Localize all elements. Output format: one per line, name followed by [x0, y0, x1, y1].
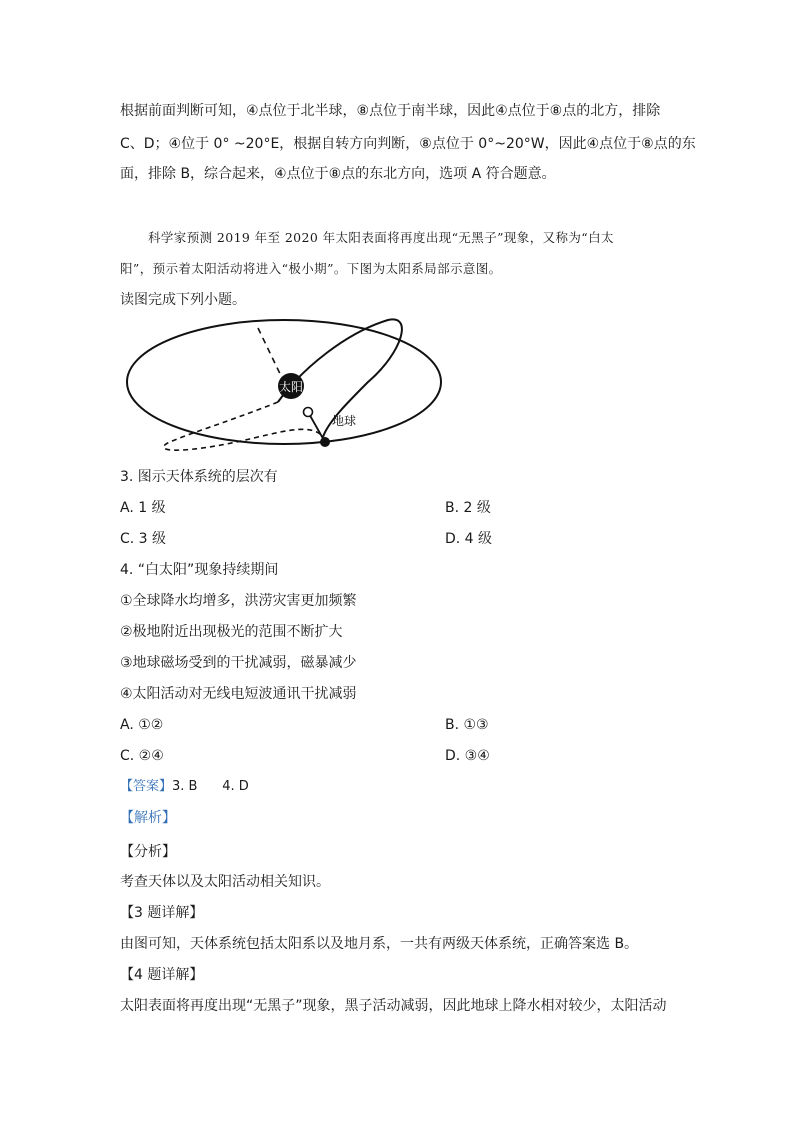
answer-row [120, 777, 249, 797]
q4-item-4: ④太阳活动对无线电短波通讯干扰减弱 [120, 686, 357, 702]
detail3-text: 由图可知，天体系统包括太阳系以及地月系，一共有两级天体系统，正确答案选 B。 [120, 936, 639, 952]
prev-analysis-line-2: C、D；④位于 0° ~20°E，根据自转方向判断，⑧点位于 0°~20°W，因此④点位于⑧点的东 [120, 136, 696, 152]
q3-option-b: B. 2 级 [445, 500, 491, 516]
q4-option-c: C. ②④ [120, 748, 164, 764]
material-line-1: 科学家预测 2019 年至 2020 年太阳表面将再度出现“无黑子”现象，又称为“白太 [148, 230, 614, 245]
prev-analysis-line-3: 面，排除 B，综合起来，④点位于⑧点的东北方向，选项 A 符合题意。 [120, 166, 556, 182]
sun-label: 太阳 [278, 380, 304, 394]
analysis-label: 【解析】 [120, 810, 176, 826]
q4-item-3: ③地球磁场受到的干扰减弱，磁暴减少 [120, 655, 357, 671]
q3-option-a: A. 1 级 [120, 500, 166, 516]
q4-stem: 4. “白太阳”现象持续期间 [120, 562, 279, 578]
prev-analysis-line-1: 根据前面判断可知，④点位于北半球，⑧点位于南半球，因此④点位于⑧点的北方，排除 [120, 103, 661, 119]
answer-value: 3. B 4. D [172, 779, 249, 794]
q4-item-2: ②极地附近出现极光的范围不断扩大 [120, 624, 343, 640]
earth-label: 地球 [332, 414, 357, 428]
instruction: 读图完成下列小题。 [120, 292, 246, 308]
earth-marker [304, 408, 313, 417]
axis-dashed [258, 328, 283, 380]
q4-option-a: A. ①② [120, 717, 164, 733]
fenxi-text: 考查天体以及太阳活动相关知识。 [120, 874, 330, 890]
detail3-label: 【3 题详解】 [120, 905, 204, 921]
q4-item-1: ①全球降水均增多，洪涝灾害更加频繁 [120, 593, 357, 609]
q3-option-c: C. 3 级 [120, 531, 167, 547]
solid-dot [320, 437, 330, 447]
q3-stem: 3. 图示天体系统的层次有 [120, 469, 278, 485]
q3-option-d: D. 4 级 [445, 531, 493, 547]
detail4-label: 【4 题详解】 [120, 967, 204, 983]
q4-option-d: D. ③④ [445, 748, 490, 764]
solar-system-diagram [118, 312, 453, 454]
material-line-2: 阳”，预示着太阳活动将进入“极小期”。下图为太阳系局部示意图。 [120, 261, 502, 276]
detail4-text: 太阳表面将再度出现“无黑子”现象，黑子活动减弱，因此地球上降水相对较少，太阳活动 [120, 998, 667, 1014]
q4-option-b: B. ①③ [445, 717, 489, 733]
fenxi-label: 【分析】 [120, 844, 176, 860]
answer-label: 【答案】 [120, 779, 173, 794]
